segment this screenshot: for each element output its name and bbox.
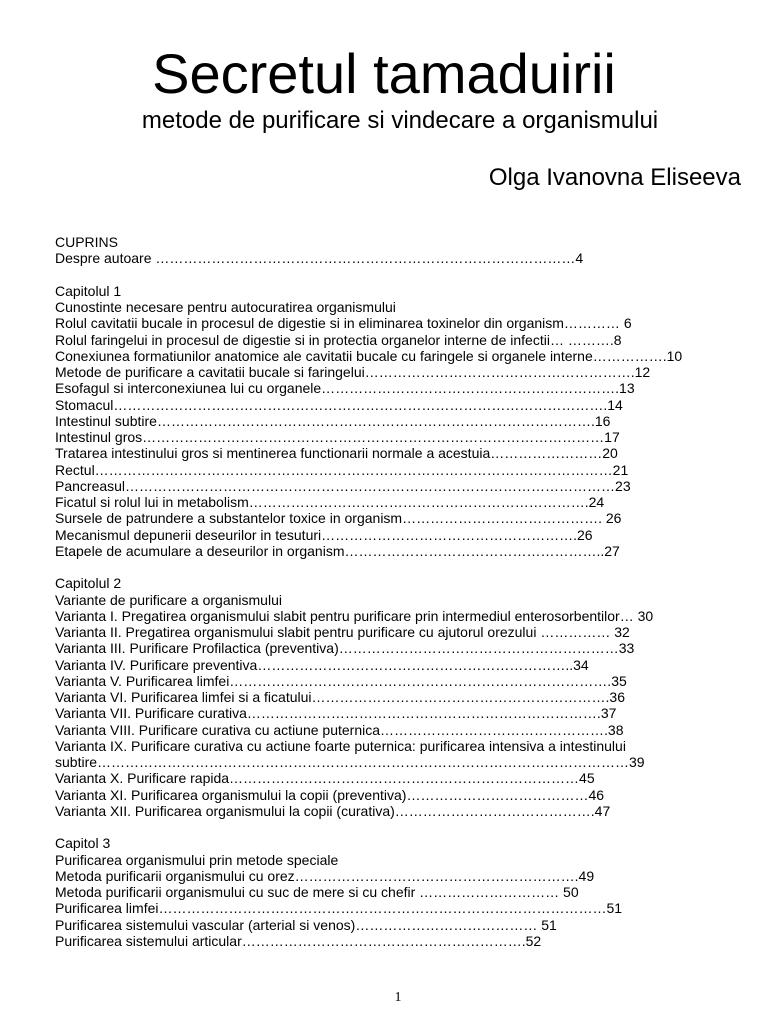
toc-entry: Intestinul gros………………………………………………………………………………………17: [55, 429, 620, 445]
toc-entry: Esofagul si interconexiunea lui cu organele……………………………………………………….13: [55, 380, 635, 397]
chapter-2-label: Capitolul 2: [55, 575, 122, 592]
toc-entry: Purificarea sistemului vascular (arterial si venos)………………………………… 51: [55, 916, 557, 933]
page-number: 1: [394, 990, 402, 1005]
toc-entry: Purificarea sistemului articular…………………………………………………….52: [55, 932, 542, 949]
toc-entry: Metode de purificare a cavitatii bucale si faringelui………………………………………………….12: [55, 364, 651, 380]
toc-entry: Metoda purificarii organismului cu suc de mere si cu chefir ………………………… 50: [55, 884, 579, 900]
toc-entry: Varianta XI. Purificarea organismului la copii (preventiva)…………………………………46: [55, 786, 605, 803]
toc-entry: Varianta X. Purificare rapida…………………………………………………………………45: [55, 770, 595, 787]
chapter-3-label: Capitol 3: [55, 835, 111, 852]
toc-entry: Etapele de acumulare a deseurilor in organism………………………………………………..27: [55, 542, 620, 559]
chapter-2-entries: [55, 608, 755, 819]
toc-entry: Purificarea limfei……………………………………………………………………………………51: [55, 900, 623, 917]
document-title: Secretul tamaduirii: [152, 42, 616, 105]
toc-entry: Stomacul…………………………………………………………………………………………….14: [55, 396, 623, 413]
toc-entry: Tratarea intestinului gros si mentinerea functionarii normale a acestuia……………………20: [55, 445, 618, 462]
toc-entry: Varianta V. Purificarea limfei……………………………………………………………………….35: [55, 672, 627, 689]
toc-entry: Varianta IX. Purificare curativa cu actiune foarte puternica: purificarea intensiva a intestinului: [55, 737, 626, 754]
chapter-3-entries: [55, 868, 755, 949]
table-of-contents: [55, 234, 755, 949]
toc-entry: Varianta VII. Purificare curativa………………………………………………………………….37: [55, 705, 617, 722]
toc-entry: Varianta VIII. Purificare curativa cu actiune puternica………………………………………….38: [55, 721, 624, 738]
toc-entry: Varianta II. Pregatirea organismului slabit pentru purificare cu ajutorul orezului …………… 32: [55, 624, 630, 640]
toc-entry: Varianta VI. Purificarea limfei si a ficatului……………………………………………………….36: [55, 689, 625, 705]
toc-entry: Mecanismul depunerii deseurilor in tesuturi……………………………………………….26: [55, 526, 593, 543]
toc-entry: Rolul faringelui in procesul de digestie si in protectia organelor interne de infectii… ……….8: [55, 331, 622, 348]
toc-entry: Varianta I. Pregatirea organismului slabit pentru purificare prin intermediul enterosorbentilor… 30: [55, 607, 654, 624]
toc-entry: Pancreasul……………………………………………………………………………………………23: [55, 477, 631, 494]
chapter-1-entries: [55, 315, 755, 559]
chapter-2-subtitle: Variante de purificare a organismului: [55, 591, 282, 608]
chapter-1-label: Capitolul 1: [55, 282, 122, 299]
toc-entry: Sursele de patrundere a substantelor toxice in organism……………………………………. 26: [55, 510, 622, 527]
toc-entry: Varianta XII. Purificarea organismului la copii (curativa)…………………………………….47: [55, 802, 611, 819]
chapter-3-subtitle: Purificarea organismului prin metode speciale: [55, 851, 339, 868]
toc-entry: Varianta III. Purificare Profilactica (preventiva)……………………………………………………33: [55, 640, 635, 657]
toc-entry-intro: Despre autoare ………………………………………………………………………………4: [55, 250, 584, 267]
toc-entry: Varianta IV. Purificare preventiva…………………………………………………………..34: [55, 656, 589, 673]
toc-entry: Metoda purificarii organismului cu orez…………………………………………………….49: [55, 867, 595, 884]
toc-entry: Rectul…………………………………………………………………………………………………21: [55, 461, 629, 478]
chapter-1-subtitle: Cunostinte necesare pentru autocuratirea organismului: [55, 299, 396, 315]
toc-heading: CUPRINS: [55, 234, 119, 250]
toc-entry: subtire……………………………………………………………………………………………………39: [55, 754, 645, 770]
toc-entry: Intestinul subtire………………………………………………………………………………….16: [55, 412, 611, 429]
toc-entry: Rolul cavitatii bucale in procesul de digestie si in eliminarea toxinelor din organism………… 6: [55, 315, 632, 332]
author-name: Olga Ivanovna Eliseeva: [488, 164, 741, 191]
toc-entry: Conexiunea formatiunilor anatomice ale cavitatii bucale cu faringele si organele interne…………….10: [55, 347, 683, 364]
document-subtitle: metode de purificare si vindecare a organismului: [141, 107, 659, 134]
toc-entry: Ficatul si rolul lui in metabolism……………………………………………………………….24: [55, 494, 605, 510]
